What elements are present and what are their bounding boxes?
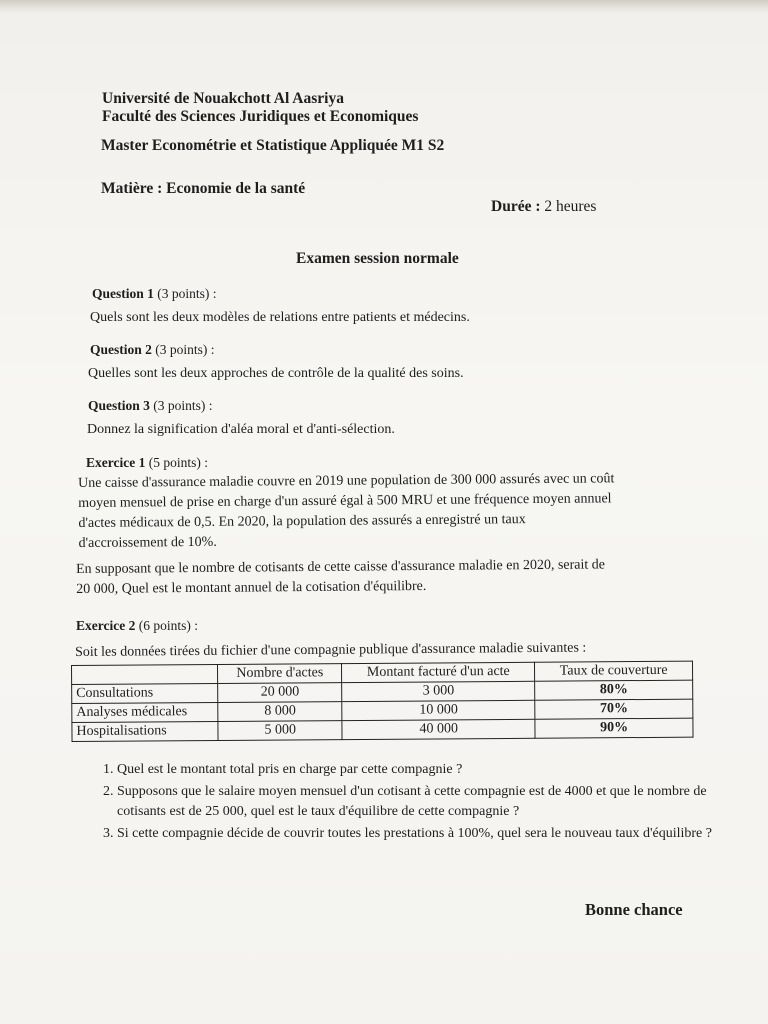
- exercise-2-label: Exercice 2: [76, 618, 136, 633]
- scan-top-edge: [0, 0, 768, 14]
- exercise-1-line: d'actes médicaux de 0,5. En 2020, la population des assurés a enregistré un taux: [78, 512, 526, 531]
- table-header-taux: Taux de couverture: [535, 661, 693, 681]
- table-row: [72, 718, 693, 741]
- exercise-1-question-line: 20 000, Quel est le montant annuel de la cotisation d'équilibre.: [76, 578, 427, 597]
- question-1-points: (3 points) :: [157, 286, 217, 301]
- exercise-1-title: [86, 455, 208, 471]
- table-corner-cell: [72, 664, 218, 684]
- cell-actes: 20 000: [218, 683, 342, 703]
- cell-taux: 70%: [535, 699, 693, 719]
- coverage-table: [71, 661, 694, 742]
- exercise-1-statement: [78, 469, 615, 554]
- row-label: Consultations: [72, 683, 218, 703]
- university-name: Université de Nouakchott Al Aasriya: [102, 90, 344, 107]
- closing-text: Bonne chance: [585, 900, 683, 919]
- cell-actes: 5 000: [218, 721, 342, 741]
- question-2-label: Question 2: [90, 342, 152, 357]
- exercise-2-title: [76, 618, 198, 634]
- exercise-1-line: d'accroissement de 10%.: [78, 534, 217, 551]
- subject-label: Matière :: [101, 180, 163, 197]
- row-label: Hospitalisations: [72, 721, 218, 741]
- program-name: Master Econométrie et Statistique Appliquée M1 S2: [101, 137, 445, 154]
- cell-montant: 3 000: [342, 681, 535, 701]
- question-3-title: [88, 398, 213, 414]
- question-1-title: [92, 286, 217, 302]
- duration-label: Durée :: [491, 198, 541, 215]
- cell-actes: 8 000: [218, 702, 342, 722]
- table-header-montant: Montant facturé d'un acte: [342, 662, 535, 682]
- cell-montant: 40 000: [342, 719, 535, 739]
- question-2-text: Quelles sont les deux approches de contrôle de la qualité des soins.: [88, 366, 464, 381]
- cell-montant: 10 000: [342, 700, 535, 720]
- subquestion-item: 3. Si cette compagnie décide de couvrir toutes les prestations à 100%, quel sera le nouveau taux d'équilibre ?: [117, 824, 737, 844]
- exercise-1-label: Exercice 1: [86, 455, 146, 470]
- subject-value: Economie de la santé: [166, 180, 306, 197]
- exercise-1-question: [76, 555, 605, 600]
- exercise-2-intro: Soit les données tirées du fichier d'une compagnie publique d'assurance maladie suivantes :: [75, 640, 587, 660]
- exercise-1-question-line: En supposant que le nombre de cotisants de cette caisse d'assurance maladie en 2020, serait de: [76, 557, 606, 577]
- exercise-1-line: moyen mensuel de prise en charge d'un assuré égal à 500 MRU et une fréquence moyen annuel: [78, 491, 612, 511]
- exercise-2-points: (6 points) :: [138, 618, 198, 633]
- question-1-text: Quels sont les deux modèles de relations entre patients et médecins.: [90, 310, 470, 325]
- subject-line: [101, 180, 305, 198]
- duration-value: 2 heures: [544, 198, 597, 215]
- cell-taux: 90%: [535, 718, 693, 738]
- question-2-points: (3 points) :: [155, 342, 215, 357]
- table-header-actes: Nombre d'actes: [218, 664, 342, 684]
- faculty-name: Faculté des Sciences Juridiques et Economiques: [102, 108, 419, 125]
- row-label: Analyses médicales: [72, 702, 218, 722]
- cell-taux: 80%: [535, 680, 693, 700]
- exercise-1-line: Une caisse d'assurance maladie couvre en 2019 une population de 300 000 assurés avec un coût: [78, 471, 615, 491]
- exercise-1-points: (5 points) :: [148, 455, 208, 470]
- exam-title: Examen session normale: [296, 250, 459, 267]
- question-3-text: Donnez la signification d'aléa moral et d'anti-sélection.: [87, 422, 395, 437]
- duration-line: [491, 198, 596, 216]
- question-3-label: Question 3: [88, 398, 150, 413]
- question-1-label: Question 1: [92, 286, 154, 301]
- exercise-2-subquestions: [92, 760, 737, 846]
- question-2-title: [90, 342, 215, 358]
- subquestion-item: 2. Supposons que le salaire moyen mensuel d'un cotisant à cette compagnie est de 4000 et que le nombre de cotisants est de 25 000, quel est le taux d'équilibre de cette compagnie ?: [117, 782, 737, 822]
- question-3-points: (3 points) :: [153, 398, 213, 413]
- subquestion-item: 1. Quel est le montant total pris en charge par cette compagnie ?: [117, 760, 737, 780]
